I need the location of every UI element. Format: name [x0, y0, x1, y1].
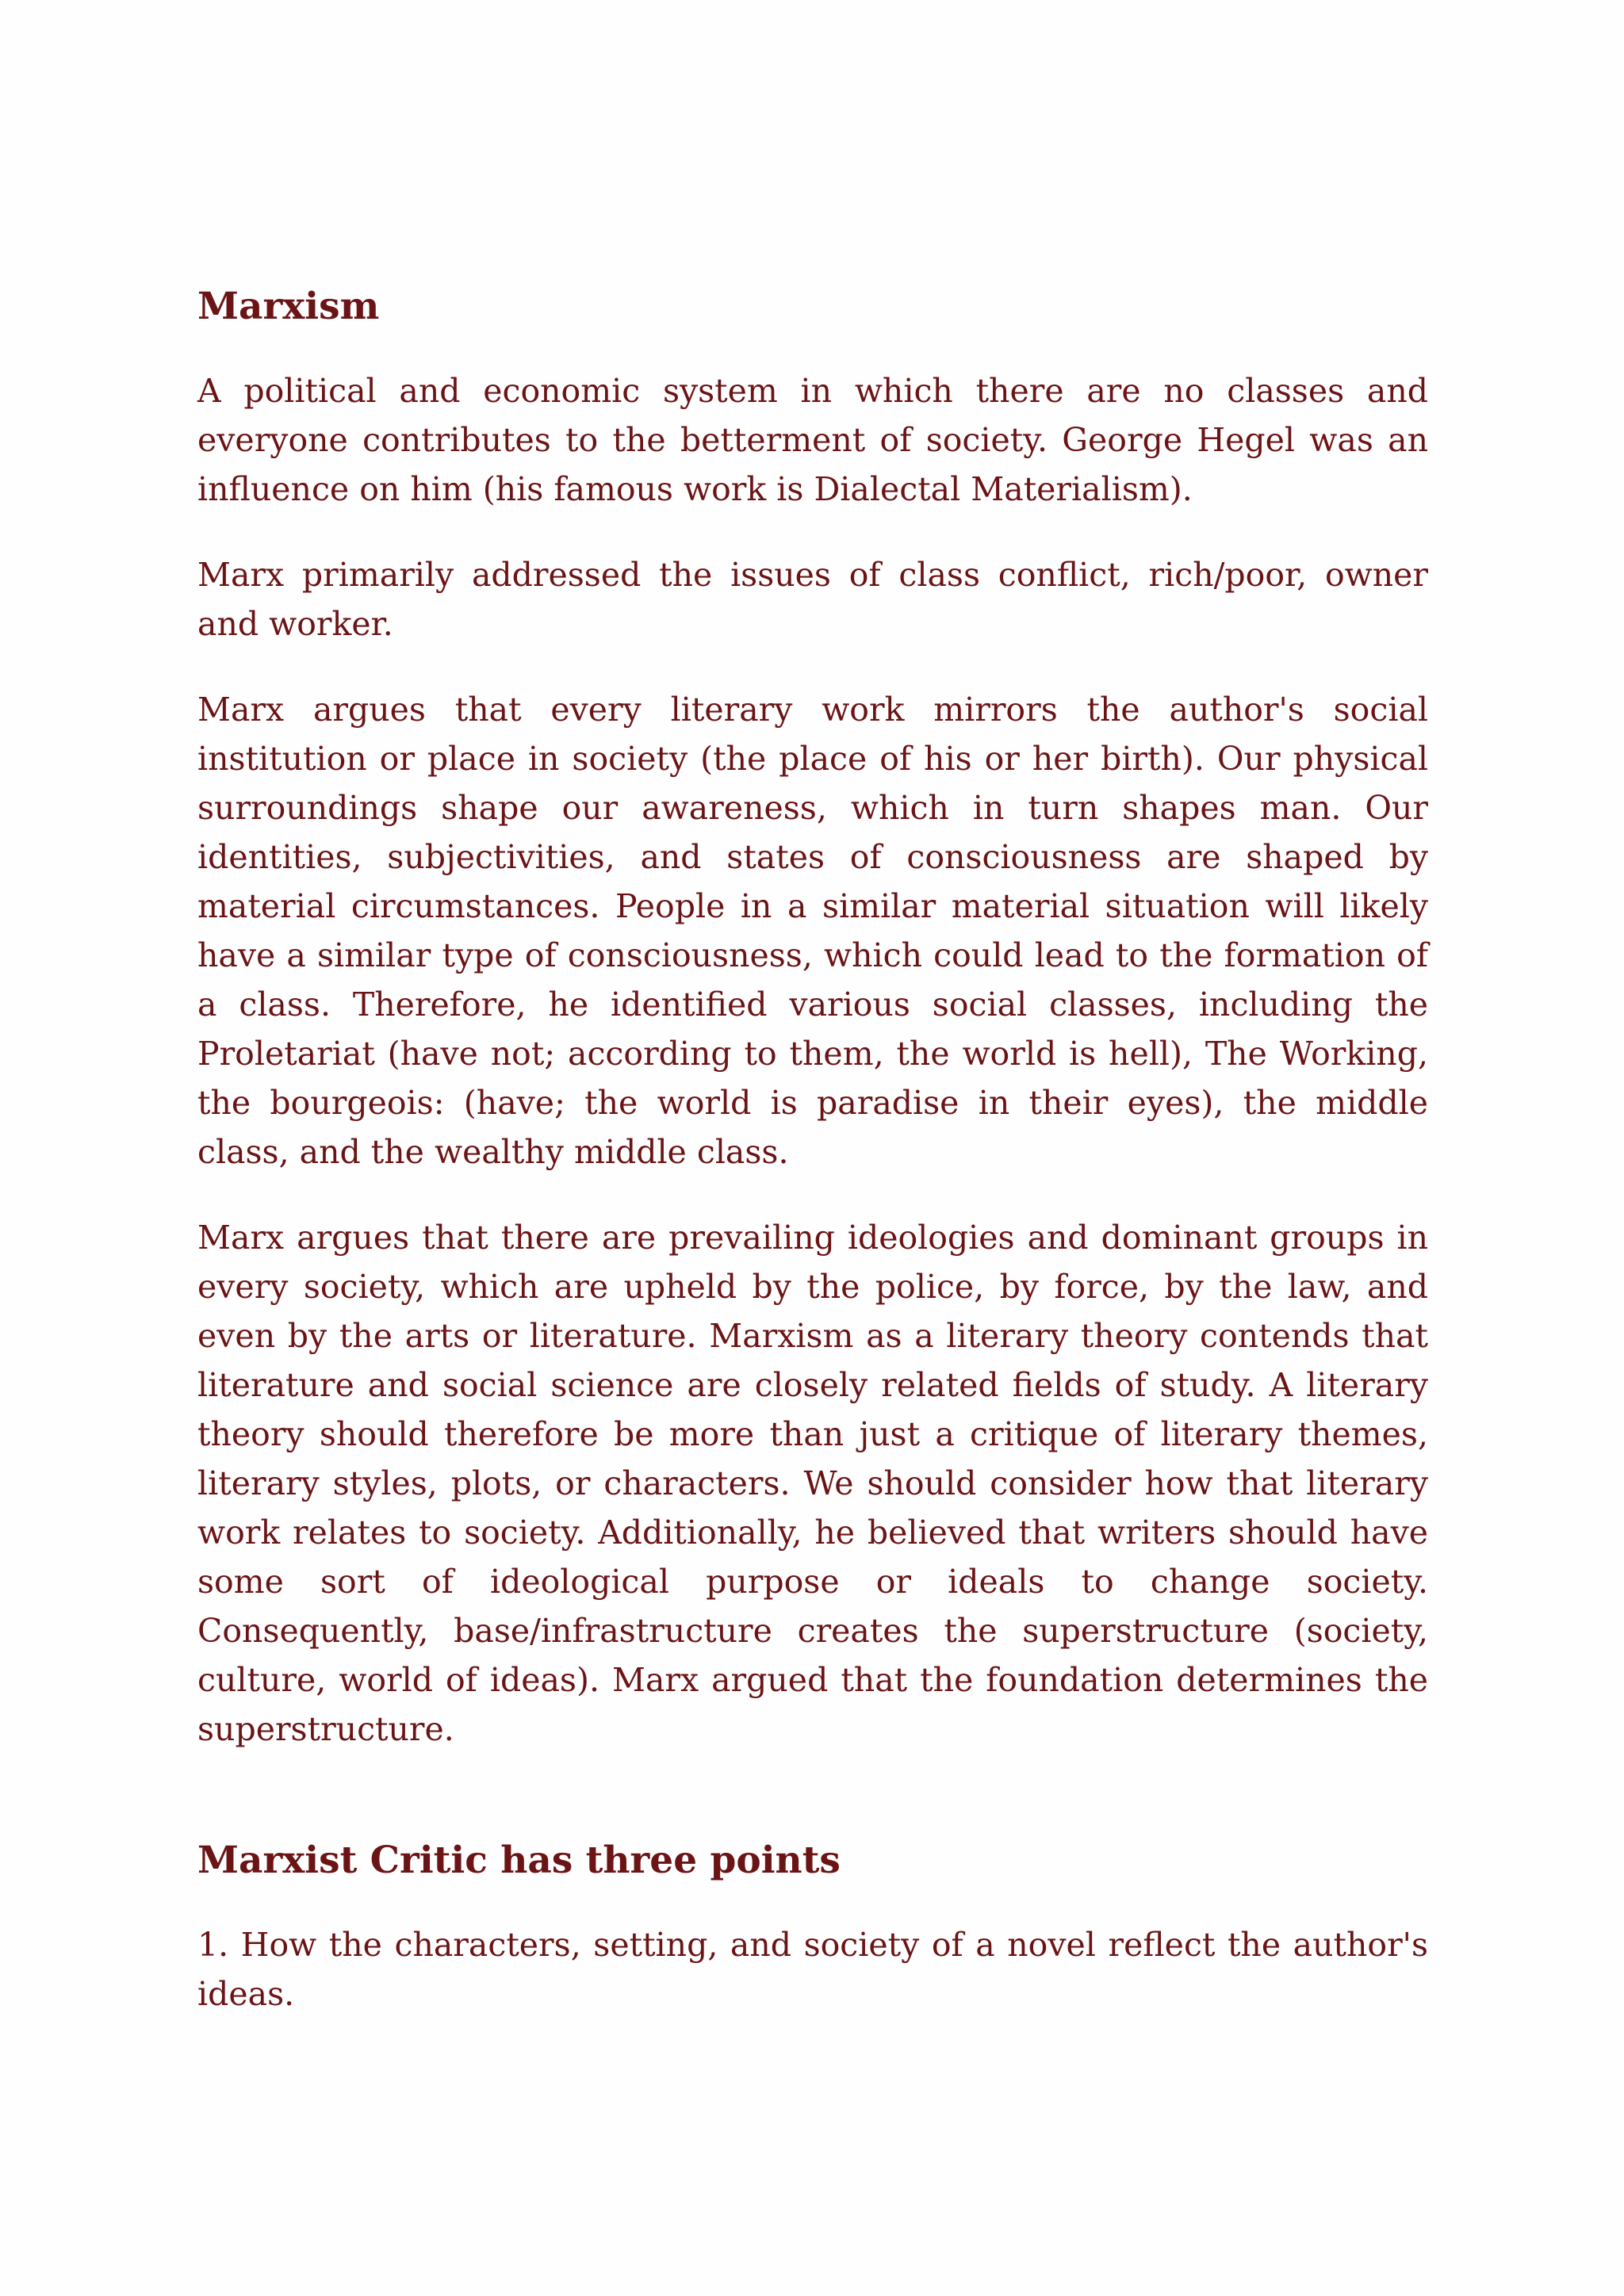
document-content [197, 282, 1428, 2055]
section-heading-marxism: Marxism [197, 285, 380, 328]
paragraph-class-conflict: Marx primarily addressed the issues of class conflict, rich/poor, owner and worker. [197, 556, 1428, 643]
paragraph-ideologies: Marx argues that there are prevailing ideologies and dominant groups in every society, which are upheld by the police, by force, by the law, and even by the arts or literature. Marxism as a literary theory contends that literature and social science are closely related fields of study. A literary theory should therefore be more than just a critique of literary themes, literary styles, plots, or characters. We should consider how that literary work relates to society. Additionally, he believed that writers should have some sort of ideological purpose or ideals to change society. Consequently, base/infrastructure creates the superstructure (society, culture, world of ideas). Marx argued that the foundation determines the superstructure. [197, 1219, 1428, 1748]
list-item-point-1: 1. How the characters, setting, and society of a novel reflect the author's ideas. [197, 1926, 1428, 2013]
paragraph-literary-work: Marx argues that every literary work mirrors the author's social institution or place in society (the place of his or her birth). Our physical surroundings shape our awareness, which in turn shapes man. Our identities, subjectivities, and states of consciousness are shaped by material circumstances. People in a similar material situation will likely have a similar type of consciousness, which could lead to the formation of a class. Therefore, he identified various social classes, including the Proletariat (have not; according to them, the world is hell), The Working, the bourgeois: (have; the world is paradise in their eyes), the middle class, and the wealthy middle class. [197, 691, 1428, 1171]
section-heading-marxist-critic: Marxist Critic has three points [197, 1839, 841, 1882]
paragraph-definition: A political and economic system in which there are no classes and everyone contributes to the betterment of society. George Hegel was an influence on him (his famous work is Dialectal Materialism). [197, 372, 1428, 508]
